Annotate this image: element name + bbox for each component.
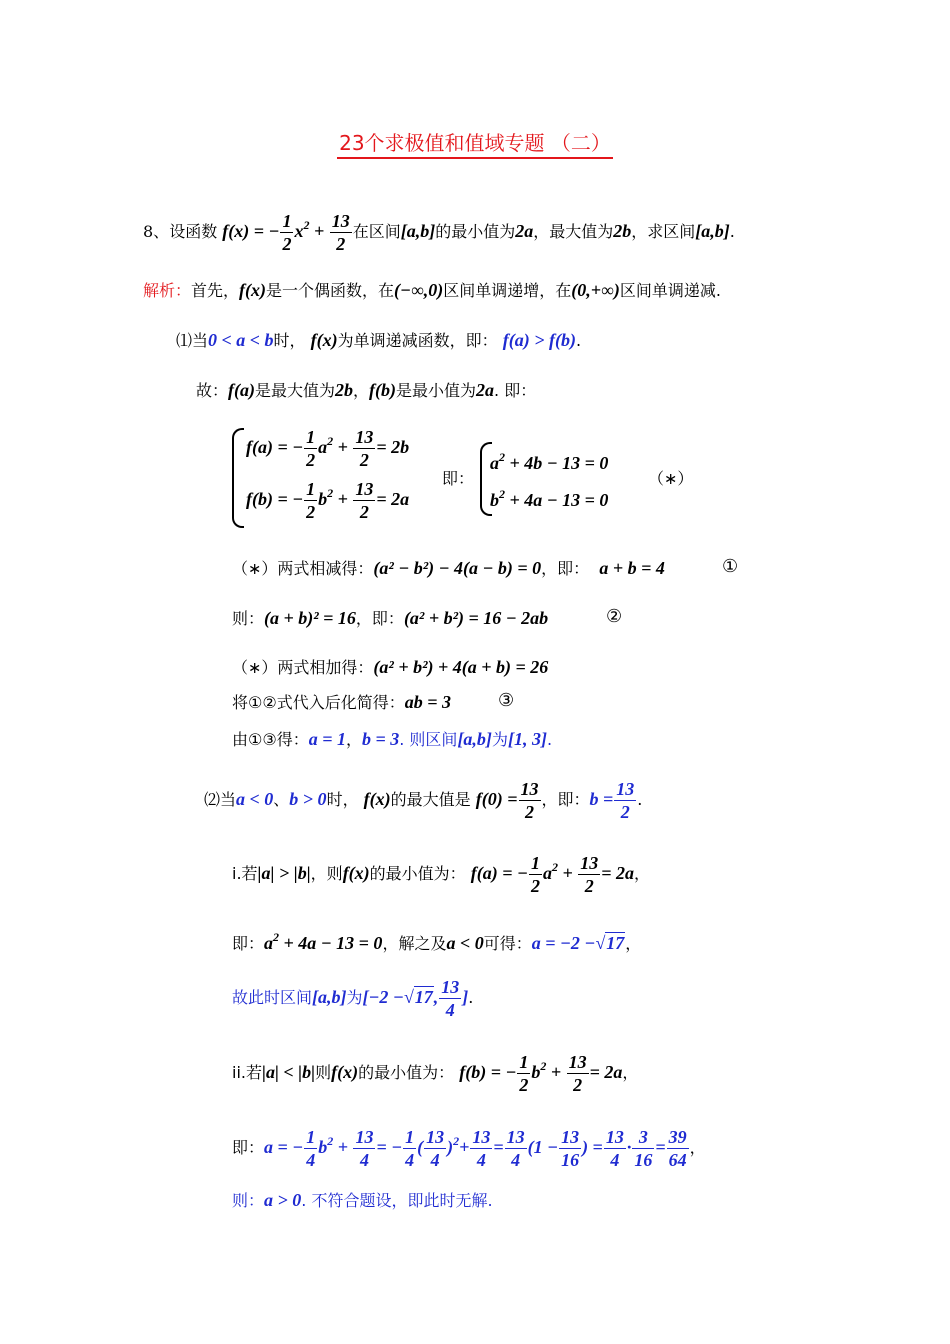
subcase-ii-solve: 即：a = − $\frac{1}{4}$ $b^2$ + $\frac{13}{4}$ = − $\frac{1}{4}$ ( $\frac{13}{4}$ )$^2$+ $\frac{13}{4}$ = $\frac{13}{4}$ (1 − $\frac{13}{16}$ ) = $\frac{13}{4}$ · $\frac{3}{16}$ = $\frac{39}{64}$ ， bbox=[232, 1127, 706, 1170]
system-ji: 即： bbox=[442, 469, 475, 488]
subcase-ii-conclusion: 则：a > 0. 不符合题设，即此时无解. bbox=[232, 1190, 493, 1210]
circle-2: ② bbox=[606, 606, 623, 627]
system2-eq2: $b^2 + 4a - 13 = 0$ bbox=[490, 487, 609, 510]
square-step: 则：(a + b)² = 16，即：(a² + b²) = 16 − 2ab bbox=[232, 608, 549, 628]
circle-1: ① bbox=[722, 556, 739, 577]
case1-conclusion: 故：f(a)是最大值为2b，f(b)是最小值为2a. 即： bbox=[196, 380, 537, 400]
subcase-ii: ii.若|a| < |b|则f(x)的最小值为： f(b) = − $\frac{1}{2}$ $b^2$ + $\frac{13}{2}$ = 2a， bbox=[232, 1052, 639, 1095]
case2-intro: ⑵当a < 0、b > 0时， f(x)的最大值是 f(0) = $\frac{13}{2}$ ，即：b = $\frac{13}{2}$ . bbox=[204, 779, 643, 822]
subtract-step: （∗）两式相减得：(a² − b²) − 4(a − b) = 0，即： a + b = 4 bbox=[232, 558, 665, 578]
system2-eq1: $a^2 + 4b - 13 = 0$ bbox=[490, 450, 609, 473]
problem-statement: 8、设函数 f(x) = − $\frac{1}{2}$ $x^2$ + $\frac{13}{2}$ 在区间[a,b]的最小值为2a，最大值为2b，求区间[a,b]. bbox=[143, 211, 735, 254]
subcase-i-solve: 即：$a^2 + 4a - 13 = 0$，解之及a < 0可得：a = −2 −√17， bbox=[232, 930, 642, 953]
system1-eq1: f(a) = − $\frac{1}{2}$ $a^2$ + $\frac{13}{2}$ = 2b bbox=[246, 427, 410, 470]
circle-3: ③ bbox=[498, 690, 515, 711]
star-mark: （∗） bbox=[648, 469, 694, 488]
analysis-label: 解析 bbox=[143, 281, 176, 300]
analysis-intro: 解析：首先，f(x)是一个偶函数，在(−∞,0)区间单调递增，在(0,+∞)区间单调递减. bbox=[143, 280, 721, 300]
page-title: 23个求极值和值域专题 （二） bbox=[0, 127, 950, 156]
system-brace bbox=[232, 428, 244, 528]
add-step: （∗）两式相加得：(a² + b²) + 4(a + b) = 26 bbox=[232, 657, 549, 677]
case1-intro: ⑴当0 < a < b时， f(x)为单调递减函数，即： f(a) > f(b). bbox=[176, 330, 582, 350]
subcase-i: i.若|a| > |b|，则f(x)的最小值为： f(a) = − $\frac{1}{2}$ $a^2$ + $\frac{13}{2}$ = 2a， bbox=[232, 853, 650, 896]
case1-result: 由①③得：a = 1，b = 3. 则区间[a,b]为[1, 3]. bbox=[232, 729, 553, 749]
system1-eq2: f(b) = − $\frac{1}{2}$ $b^2$ + $\frac{13}{2}$ = 2a bbox=[246, 479, 410, 522]
subcase-i-interval: 故此时区间[a,b]为[−2 −√17, $\frac{13}{4}$ ]. bbox=[232, 977, 474, 1020]
substitute-step: 将①②式代入后化简得：ab = 3 bbox=[232, 692, 451, 712]
